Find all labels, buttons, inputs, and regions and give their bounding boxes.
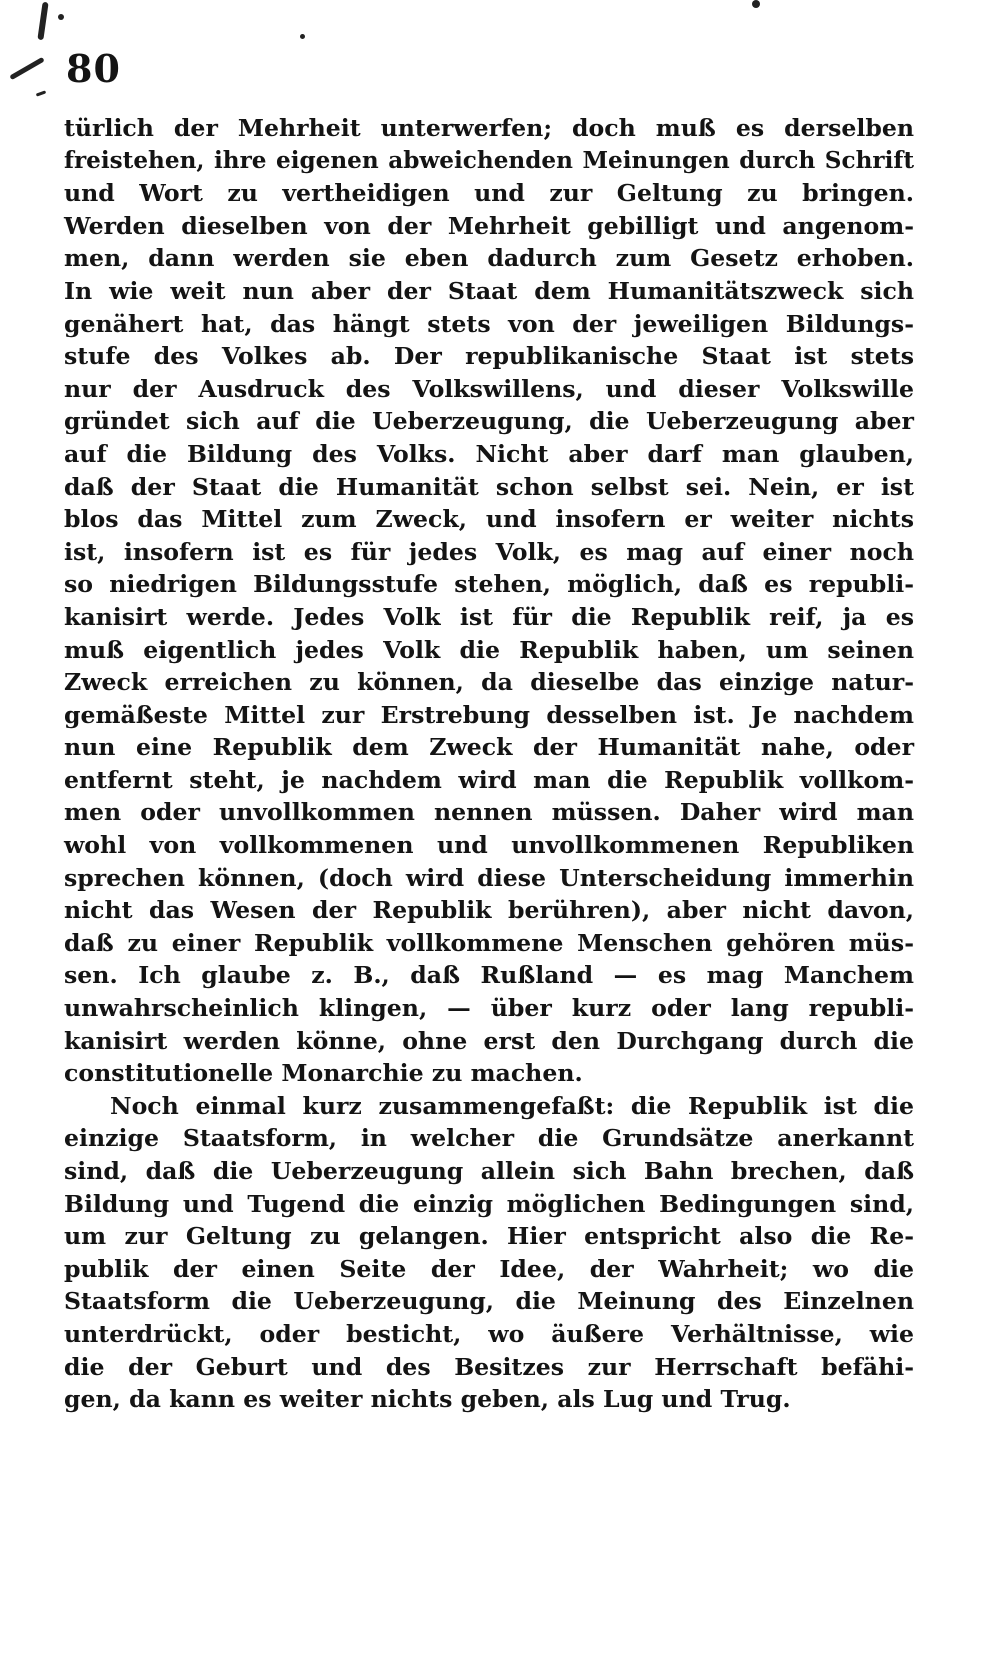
text-line: nicht das Wesen der Republik berühren), aber nicht davon, (64, 896, 914, 925)
text-line: In wie weit nun aber der Staat dem Humanitätszweck sich (64, 276, 914, 305)
text-line: die der Geburt und des Besitzes zur Herrschaft befähi- (64, 1352, 914, 1381)
ink-blot (300, 34, 305, 39)
text-line: daß der Staat die Humanität schon selbst sei. Nein, er ist (64, 472, 914, 501)
text-line: freistehen, ihre eigenen abweichenden Meinungen durch Schrift (64, 146, 914, 174)
text-line: nur der Ausdruck des Volkswillens, und dieser Volkswille (64, 374, 914, 403)
text-line: genähert hat, das hängt stets von der jeweiligen Bildungs- (64, 309, 914, 338)
text-line: wohl von vollkommenen und unvollkommenen Republiken (64, 831, 914, 860)
text-line: und Wort zu vertheidigen und zur Geltung zu bringen. (64, 179, 914, 208)
text-line: constitutionelle Monarchie zu machen. (64, 1059, 583, 1088)
ink-blot (752, 0, 760, 8)
text-line: unterdrückt, oder besticht, wo äußere Verhältnisse, wie (64, 1319, 914, 1348)
text-line: Staatsform die Ueberzeugung, die Meinung des Einzelnen (64, 1287, 914, 1316)
page-number: 80 (66, 46, 121, 91)
text-line: daß zu einer Republik vollkommene Menschen gehören müs- (64, 928, 914, 957)
text-line: einzige Staatsform, in welcher die Grundsätze anerkannt (64, 1124, 914, 1153)
body-text (64, 112, 914, 1416)
text-line: sind, daß die Ueberzeugung allein sich Bahn brechen, daß (64, 1157, 914, 1185)
text-line: publik der einen Seite der Idee, der Wahrheit; wo die (64, 1254, 914, 1283)
text-line: men, dann werden sie eben dadurch zum Gesetz erhoben. (64, 244, 914, 273)
ink-blot (58, 14, 64, 20)
text-line: entfernt steht, je nachdem wird man die Republik vollkom- (64, 765, 914, 794)
text-line: kanisirt werden könne, ohne erst den Durchgang durch die (64, 1026, 914, 1055)
text-line: gemäßeste Mittel zur Erstrebung desselben ist. Je nachdem (64, 700, 914, 729)
text-line: kanisirt werde. Jedes Volk ist für die Republik reif, ja es (64, 602, 914, 631)
text-line: Zweck erreichen zu können, da dieselbe das einzige natur- (64, 668, 914, 697)
text-line: stufe des Volkes ab. Der republikanische Staat ist stets (64, 342, 914, 371)
text-line: um zur Geltung zu gelangen. Hier entspricht also die Re- (64, 1222, 914, 1251)
paragraph (64, 1090, 914, 1416)
ink-blot (37, 2, 48, 40)
text-line: so niedrigen Bildungsstufe stehen, möglich, daß es republi- (64, 570, 914, 599)
paragraph (64, 112, 914, 1090)
text-line: Werden dieselben von der Mehrheit gebilligt und angenom- (64, 211, 914, 240)
ink-blot (9, 57, 44, 80)
text-line: muß eigentlich jedes Volk die Republik haben, um seinen (64, 635, 914, 664)
text-line: auf die Bildung des Volks. Nicht aber darf man glauben, (64, 439, 914, 468)
text-line: men oder unvollkommen nennen müssen. Daher wird man (64, 798, 914, 827)
ink-blot (36, 90, 46, 96)
text-line: blos das Mittel zum Zweck, und insofern er weiter nichts (64, 505, 914, 534)
text-line: Bildung und Tugend die einzig möglichen Bedingungen sind, (64, 1189, 914, 1218)
text-line: nun eine Republik dem Zweck der Humanität nahe, oder (64, 733, 914, 762)
text-line: gen, da kann es weiter nichts geben, als Lug und Trug. (64, 1385, 791, 1414)
text-line: gründet sich auf die Ueberzeugung, die Ueberzeugung aber (64, 407, 914, 436)
text-line: unwahrscheinlich klingen, — über kurz oder lang republi- (64, 994, 914, 1023)
text-line: sen. Ich glaube z. B., daß Rußland — es mag Manchem (64, 961, 914, 990)
text-line: türlich der Mehrheit unterwerfen; doch muß es derselben (64, 114, 914, 142)
text-line: ist, insofern ist es für jedes Volk, es mag auf einer noch (64, 537, 914, 566)
text-line: sprechen können, (doch wird diese Unterscheidung immerhin (64, 863, 914, 892)
text-line: Noch einmal kurz zusammengefaßt: die Republik ist die (110, 1091, 914, 1120)
